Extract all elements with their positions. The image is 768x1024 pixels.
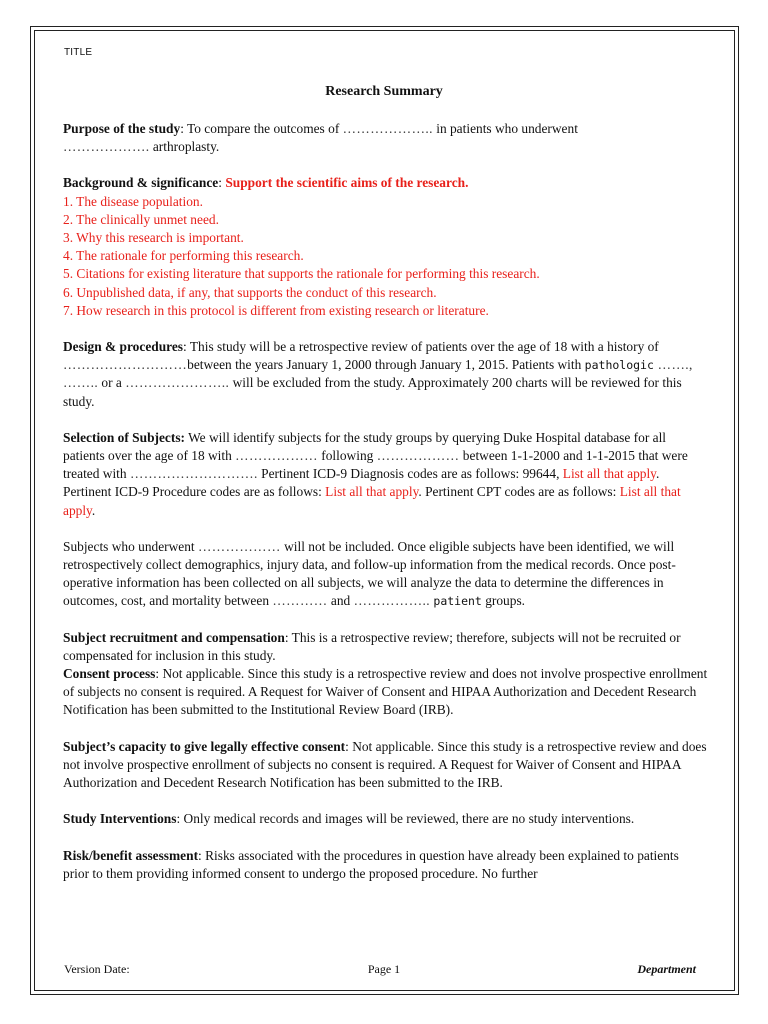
document-body bbox=[63, 120, 708, 901]
interventions-section bbox=[63, 810, 708, 828]
design-blank-1: ……………………… bbox=[63, 357, 188, 373]
recruitment-text: : This is a retrospective review; therefore, subjects will not be recruited or compensated for inclusion in this study. bbox=[63, 629, 681, 663]
subjects-text-1: Subjects who underwent bbox=[63, 538, 198, 554]
list-item: 7. How research in this protocol is different from existing research or literature. bbox=[63, 302, 489, 318]
list-item: 1. The disease population. bbox=[63, 193, 203, 209]
selection-section bbox=[63, 429, 708, 520]
design-blank-2: ……., bbox=[653, 357, 693, 373]
subjects-section bbox=[63, 538, 708, 611]
selection-label: Selection of Subjects: bbox=[63, 429, 185, 445]
list-item: 4. The rationale for performing this research. bbox=[63, 248, 304, 264]
selection-blank-3: ………………………. bbox=[129, 466, 258, 482]
recruitment-label: Subject recruitment and compensation bbox=[63, 629, 285, 645]
selection-blank-2: ……………… bbox=[376, 448, 460, 464]
design-text-2: between the years January 1, 2000 through January 1, 2015. Patients with bbox=[187, 357, 585, 373]
subjects-blank-1: ……………… bbox=[198, 538, 281, 554]
purpose-section bbox=[63, 120, 708, 156]
design-blank-4: ………………….. bbox=[125, 375, 230, 391]
selection-placeholder-2: List all that apply bbox=[325, 484, 419, 500]
subjects-text-3: and bbox=[327, 593, 354, 609]
selection-text-2: following bbox=[317, 448, 377, 464]
capacity-label: Subject’s capacity to give legally effective consent bbox=[63, 738, 346, 754]
recruitment-section bbox=[63, 629, 708, 665]
consent-text: : Not applicable. Since this study is a retrospective review and does not involve prospective enrollment of subjects no consent is required. A Request for Waiver of Consent and HIPAA Authorization and Decedent Research Notification has been submitted to the Institutional Review Board (IRB). bbox=[63, 666, 708, 718]
design-section bbox=[63, 338, 708, 411]
subjects-mono-1: patient bbox=[433, 594, 482, 609]
design-text-4: will be excluded from the study. Approximately 200 charts will be reviewed for this study. bbox=[63, 375, 682, 409]
design-label: Design & procedures bbox=[63, 339, 184, 355]
selection-text-6: . Pertinent CPT codes are as follows: bbox=[418, 484, 620, 500]
footer-page-number: Page 1 bbox=[367, 962, 401, 976]
purpose-blank-1: ……………….. bbox=[342, 121, 433, 136]
background-sep: : bbox=[218, 175, 226, 191]
design-text-3: or a bbox=[98, 375, 126, 391]
interventions-text: : Only medical records and images will be reviewed, there are no study interventions. bbox=[176, 811, 635, 827]
background-section bbox=[63, 174, 708, 192]
header-title-label: TITLE bbox=[64, 47, 93, 58]
list-item: 3. Why this research is important. bbox=[63, 230, 244, 246]
list-item: 5. Citations for existing literature that supports the rationale for performing this research. bbox=[63, 266, 540, 282]
subjects-text-2: will not be included. Once eligible subjects have been identified, we will retrospectively collect demographics, injury data, and follow-up information from the medical records. Once post-operative information has been collected on all subjects, we will analyze the data to determine the differences in outcomes, cost, and mortality between bbox=[63, 538, 676, 609]
selection-text-3: between 1-1-2000 and 1-1-2015 that were treated with bbox=[63, 448, 688, 482]
selection-placeholder-1: List all that apply bbox=[562, 466, 656, 482]
capacity-text: : Not applicable. Since this study is a retrospective review and does not involve prospective enrollment of subjects no consent is required. A Request for Waiver of Consent and HIPAA Authorization and Decedent Research Notification has been submitted to the IRB. bbox=[63, 738, 707, 791]
purpose-label: Purpose of the study bbox=[63, 121, 181, 136]
selection-text-7: . bbox=[91, 502, 96, 518]
selection-text-1: We will identify subjects for the study groups by querying Duke Hospital database for all patients over the age of 18 with bbox=[63, 429, 667, 464]
selection-text-5: . Pertinent ICD-9 Procedure codes are as follows: bbox=[63, 466, 660, 500]
purpose-text-2: in patients who underwent bbox=[432, 121, 578, 136]
subjects-text-4: groups. bbox=[481, 593, 526, 609]
selection-blank-1: ……………… bbox=[235, 448, 318, 464]
purpose-text-1: : To compare the outcomes of bbox=[180, 121, 343, 136]
background-aim: Support the scientific aims of the research. bbox=[225, 175, 469, 191]
subjects-blank-2: ………… bbox=[272, 593, 328, 609]
purpose-blank-2: ………………. bbox=[63, 139, 150, 155]
design-mono-1: pathologic bbox=[584, 358, 654, 373]
risk-text: : Risks associated with the procedures in question have already been explained to patients prior to them providing informed consent to undergo the proposed procedure. No further bbox=[63, 847, 679, 881]
list-item: 6. Unpublished data, if any, that supports the conduct of this research. bbox=[63, 284, 437, 300]
footer-department: Department bbox=[637, 962, 696, 976]
list-item: 2. The clinically unmet need. bbox=[63, 211, 219, 227]
consent-section bbox=[63, 665, 708, 720]
subjects-blank-3: …………….. bbox=[353, 593, 431, 609]
consent-label: Consent process bbox=[63, 666, 156, 682]
interventions-label: Study Interventions bbox=[63, 811, 177, 827]
footer-version-date: Version Date: bbox=[64, 962, 130, 976]
purpose-text-3: arthroplasty. bbox=[149, 139, 220, 155]
selection-placeholder-3: List all that apply bbox=[63, 484, 681, 518]
risk-label: Risk/benefit assessment bbox=[63, 847, 199, 863]
design-blank-3: …….. bbox=[63, 375, 99, 391]
capacity-section bbox=[63, 738, 708, 793]
document-title: Research Summary bbox=[325, 84, 443, 99]
background-list bbox=[63, 193, 708, 320]
design-text-1: : This study will be a retrospective review of patients over the age of 18 with a history of bbox=[183, 339, 659, 355]
risk-section bbox=[63, 847, 708, 883]
selection-text-4: Pertinent ICD-9 Diagnosis codes are as follows: 99644, bbox=[257, 466, 563, 482]
background-label: Background & significance bbox=[63, 175, 219, 191]
